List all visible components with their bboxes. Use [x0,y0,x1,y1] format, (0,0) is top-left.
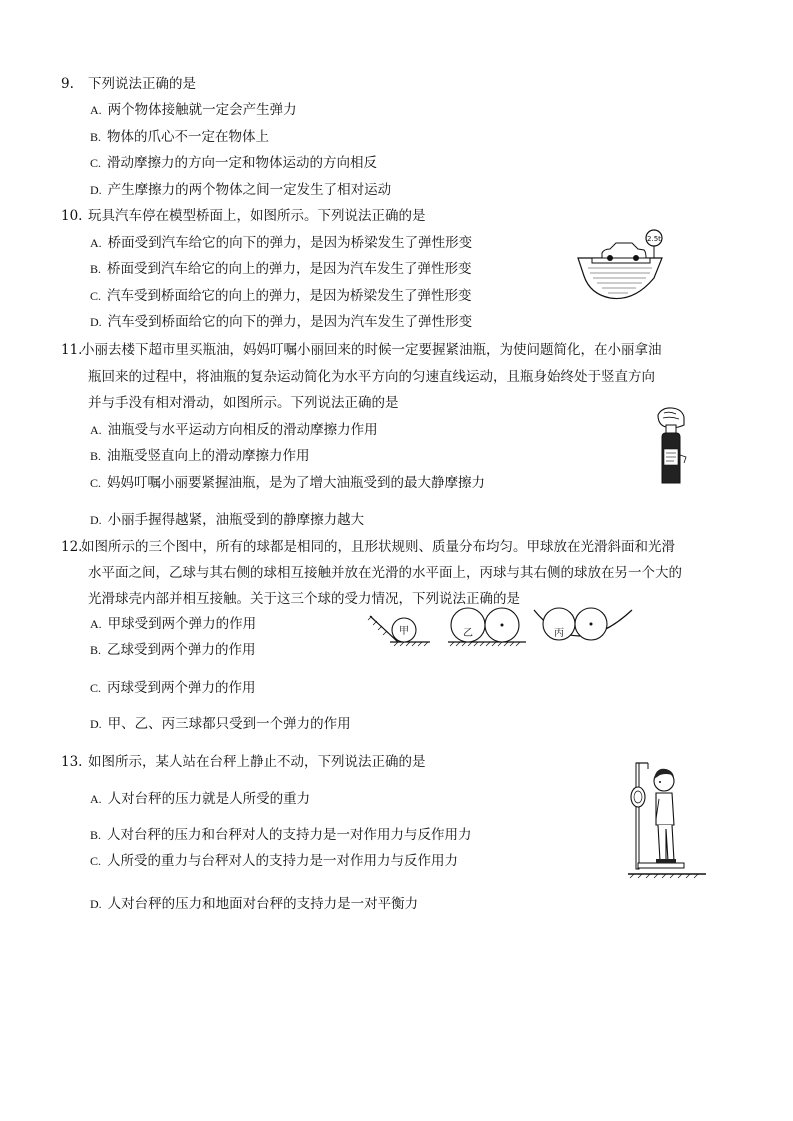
question-11-stem-line1: 小丽去楼下超市里买瓶油，妈妈叮嘱小丽回来的时候一定要握紧油瓶，为使问题简化，在小丽拿油 [81,342,662,358]
question-12-option-d: D. 甲、乙、丙三球都只受到一个弹力的作用 [90,716,351,732]
ball-yi-diagram [448,608,526,646]
question-9-stem: 下列说法正确的是 [88,76,196,92]
question-10-number: 10. [61,208,83,224]
question-12-option-b: B. 乙球受到两个弹力的作用 [90,642,256,658]
question-12-stem-line2: 水平面之间，乙球与其右侧的球相互接触并放在光滑的水平面上，丙球与其右侧的球放在另一个大的 [88,565,682,581]
question-9-option-c: C. 滑动摩擦力的方向一定和物体运动的方向相反 [90,155,378,171]
question-9-option-d: D. 产生摩擦力的两个物体之间一定发生了相对运动 [90,182,392,198]
question-11-stem-line3: 并与手没有相对滑动，如图所示。下列说法正确的是 [88,395,399,411]
ball-yi-label: 乙 [463,628,473,639]
question-13-option-b: B. 人对台秤的压力和台秤对人的支持力是一对作用力与反作用力 [90,827,472,843]
question-11-option-c: C. 妈妈叮嘱小丽要紧握油瓶，是为了增大油瓶受到的最大静摩擦力 [90,475,486,491]
oil-bottle-figure [650,405,694,487]
question-13-option-c: C. 人所受的重力与台秤对人的支持力是一对作用力与反作用力 [90,853,459,869]
question-10-stem: 玩具汽车停在模型桥面上，如图所示。下列说法正确的是 [88,208,426,224]
ball-jia-diagram [368,616,430,646]
ball-bing-diagram [534,608,632,640]
person-on-scale-figure [626,759,710,879]
question-10-option-a: A. 桥面受到汽车给它的向下的弹力，是因为桥梁发生了弹性形变 [90,235,473,251]
bridge-sign-label: 2.5t [647,235,661,243]
question-12-option-a: A. 甲球受到两个弹力的作用 [90,616,257,632]
question-11-option-b: B. 油瓶受竖直向上的滑动摩擦力作用 [90,448,310,464]
question-13-option-d: D. 人对台秤的压力和地面对台秤的支持力是一对平衡力 [90,896,419,912]
bridge-car-figure [574,228,670,302]
question-12-number: 12. [61,539,83,555]
question-11-option-a: A. 油瓶受与水平运动方向相反的滑动摩擦力作用 [90,422,378,438]
question-10-option-b: B. 桥面受到汽车给它的向上的弹力，是因为汽车发生了弹性形变 [90,261,472,277]
question-12-option-c: C. 丙球受到两个弹力的作用 [90,680,256,696]
question-9-number: 9. [61,76,74,92]
ball-bing-label: 丙 [554,628,564,639]
question-12-stem-line3: 光滑球壳内部并相互接触。关于这三个球的受力情况，下列说法正确的是 [88,591,520,607]
three-balls-figure [364,606,636,650]
question-11-option-d: D. 小丽手握得越紧，油瓶受到的静摩擦力越大 [90,512,365,528]
question-9-option-a: A. 两个物体接触就一定会产生弹力 [90,102,297,118]
question-12-stem-line1: 如图所示的三个图中，所有的球都是相同的，且形状规则、质量分布均匀。甲球放在光滑斜面和光滑 [81,539,675,555]
question-11-stem-line2: 瓶回来的过程中，将油瓶的复杂运动简化为水平方向的匀速直线运动，且瓶身始终处于竖直方向 [88,369,655,385]
question-13-number: 13. [61,754,83,770]
question-9-option-b: B. 物体的爪心不一定在物体上 [90,129,270,145]
question-11-number: 11. [61,342,83,358]
question-10-option-c: C. 汽车受到桥面给它的向上的弹力，是因为桥梁发生了弹性形变 [90,288,472,304]
question-13-stem: 如图所示，某人站在台秤上静止不动，下列说法正确的是 [88,754,426,770]
ball-jia-label: 甲 [399,626,409,637]
question-10-option-d: D. 汽车受到桥面给它的向下的弹力，是因为汽车发生了弹性形变 [90,314,473,330]
question-13-option-a: A. 人对台秤的压力就是人所受的重力 [90,791,311,807]
